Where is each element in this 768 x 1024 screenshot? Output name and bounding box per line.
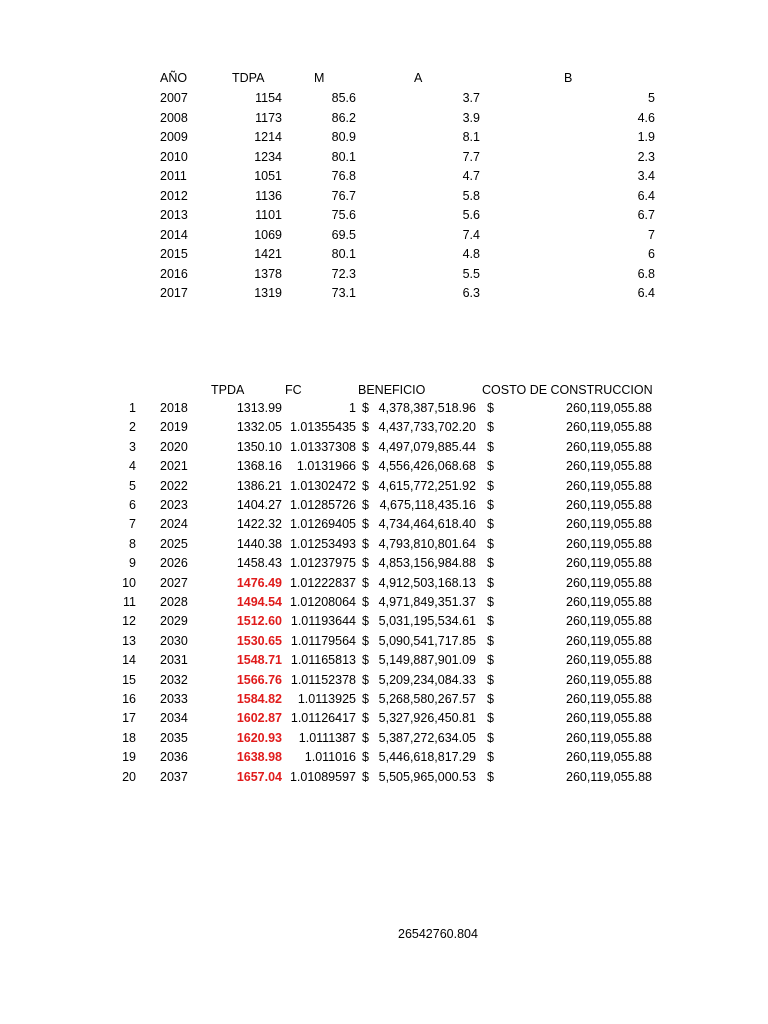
cell-year: 2013 [160, 208, 188, 222]
cell-index: 15 [122, 672, 136, 687]
currency-symbol: $ [362, 401, 369, 415]
cell-fc: 1.01126417 [290, 711, 356, 726]
table-row [0, 89, 768, 109]
cell-year: 2011 [160, 169, 187, 183]
currency-symbol: $ [487, 401, 494, 415]
currency-symbol: $ [487, 614, 494, 629]
currency-symbol: $ [362, 517, 369, 532]
cell-m: 85.6 [331, 91, 356, 105]
cell-year: 2037 [160, 769, 188, 784]
cell-year: 2036 [160, 750, 188, 765]
table-row [0, 612, 768, 632]
currency-symbol: $ [362, 672, 369, 687]
cell-year: 2009 [160, 130, 188, 144]
cell-year: 2016 [160, 266, 188, 281]
cell-year: 2035 [160, 730, 188, 745]
cell-m: 86.2 [331, 110, 356, 125]
cell-tpda: 1620.93 [236, 730, 282, 745]
cell-costo: 260,119,055.88 [566, 614, 652, 629]
table-row [0, 128, 768, 148]
cell-b: 1.9 [637, 130, 655, 144]
cell-tpda: 1404.27 [236, 498, 282, 512]
cell-b: 6 [648, 247, 655, 261]
cell-b: 3.4 [637, 169, 655, 183]
cell-beneficio: 4,556,426,068.68 [378, 459, 476, 474]
cell-beneficio: 5,446,618,817.29 [378, 750, 476, 765]
table-row [0, 593, 768, 613]
cell-m: 80.1 [331, 247, 356, 261]
cell-costo: 260,119,055.88 [566, 459, 652, 474]
table-row [0, 167, 768, 187]
cell-beneficio: 5,149,887,901.09 [378, 653, 476, 668]
cell-a: 5.8 [462, 188, 480, 203]
header-ano: AÑO [160, 71, 188, 85]
cell-beneficio: 4,497,079,885.44 [378, 439, 476, 454]
cell-b: 6.8 [637, 266, 655, 281]
cell-tpda: 1440.38 [236, 536, 282, 551]
table-row [0, 671, 768, 691]
cell-beneficio: 5,031,195,534.61 [378, 614, 476, 629]
cell-index: 17 [122, 711, 136, 726]
cell-beneficio: 5,209,234,084.33 [378, 672, 476, 687]
currency-symbol: $ [487, 498, 494, 512]
cell-year: 2018 [160, 401, 188, 415]
table-row [0, 399, 768, 419]
cell-costo: 260,119,055.88 [566, 478, 652, 493]
cell-year: 2023 [160, 498, 188, 512]
header-b: B [564, 71, 573, 85]
table-row [0, 729, 768, 749]
cell-costo: 260,119,055.88 [566, 769, 652, 784]
currency-symbol: $ [487, 730, 494, 745]
cell-index: 5 [129, 478, 136, 493]
cell-index: 12 [122, 614, 136, 629]
cell-tdpa: 1136 [255, 188, 282, 203]
currency-symbol: $ [487, 439, 494, 454]
currency-symbol: $ [487, 692, 494, 706]
cell-tdpa: 1319 [254, 286, 282, 300]
currency-symbol: $ [487, 595, 494, 609]
cell-a: 3.7 [462, 91, 480, 105]
cell-beneficio: 5,327,926,450.81 [378, 711, 476, 726]
cell-fc: 1.01302472 [289, 478, 356, 493]
cell-tdpa: 1421 [254, 247, 282, 261]
cell-tpda: 1476.49 [236, 575, 282, 590]
cell-index: 14 [122, 653, 136, 668]
cell-year: 2029 [160, 614, 188, 629]
table-row [0, 226, 768, 246]
cell-year: 2007 [160, 91, 188, 105]
cell-index: 3 [129, 439, 136, 454]
cell-year: 2030 [160, 633, 188, 648]
table-row [0, 148, 768, 168]
cell-costo: 260,119,055.88 [566, 750, 652, 765]
cell-beneficio: 5,268,580,267.57 [378, 692, 476, 706]
cell-costo: 260,119,055.88 [566, 730, 652, 745]
cell-beneficio: 4,437,733,702.20 [378, 420, 476, 435]
header-tdpa: TDPA [232, 71, 265, 85]
cell-year: 2010 [160, 149, 188, 164]
currency-symbol: $ [487, 478, 494, 493]
cell-b: 7 [648, 227, 655, 242]
currency-symbol: $ [362, 653, 369, 668]
cell-fc: 1.01337308 [289, 439, 356, 454]
cell-costo: 260,119,055.88 [566, 439, 652, 454]
cell-beneficio: 4,615,772,251.92 [378, 478, 476, 493]
table-row [0, 418, 768, 438]
cell-m: 69.5 [331, 227, 356, 242]
cell-a: 7.4 [462, 227, 480, 242]
cell-fc: 1.0111387 [298, 730, 356, 745]
cell-tpda: 1350.10 [236, 439, 282, 454]
cell-m: 80.1 [331, 149, 356, 164]
cell-index: 16 [122, 692, 136, 706]
table-row [0, 554, 768, 574]
cell-year: 2025 [160, 536, 188, 551]
cell-costo: 260,119,055.88 [566, 575, 652, 590]
cell-a: 6.3 [462, 286, 480, 300]
table-row [0, 109, 768, 129]
cell-year: 2020 [160, 439, 188, 454]
cell-index: 13 [122, 633, 136, 648]
cell-fc: 1.01179564 [290, 633, 356, 648]
cell-costo: 260,119,055.88 [566, 498, 652, 512]
currency-symbol: $ [362, 536, 369, 551]
cell-year: 2014 [160, 227, 188, 242]
cell-fc: 1.01152378 [290, 672, 356, 687]
currency-symbol: $ [487, 633, 494, 648]
cell-tpda: 1566.76 [236, 672, 282, 687]
cell-tdpa: 1378 [254, 266, 282, 281]
cell-costo: 260,119,055.88 [566, 672, 652, 687]
cell-m: 73.1 [331, 286, 356, 300]
cell-fc: 1.01165813 [290, 653, 356, 668]
cell-index: 6 [129, 498, 136, 512]
currency-symbol: $ [362, 556, 369, 571]
cell-fc: 1.0113925 [297, 692, 356, 706]
header-beneficio: BENEFICIO [358, 383, 426, 397]
cell-index: 2 [129, 420, 136, 435]
cell-fc: 1.011016 [304, 750, 356, 765]
currency-symbol: $ [487, 575, 494, 590]
cell-index: 10 [122, 575, 136, 590]
cell-index: 9 [129, 556, 136, 571]
cell-a: 7.7 [462, 149, 480, 164]
cell-costo: 260,119,055.88 [566, 401, 652, 415]
cell-costo: 260,119,055.88 [566, 420, 652, 435]
cell-tpda: 1584.82 [236, 692, 282, 706]
header-tpda: TPDA [211, 383, 245, 397]
cell-fc: 1.01208064 [289, 595, 356, 609]
cell-beneficio: 4,378,387,518.96 [378, 401, 476, 415]
table-row [0, 768, 768, 788]
cell-m: 80.9 [331, 130, 356, 144]
cell-year: 2021 [160, 459, 188, 474]
header-a: A [414, 71, 423, 85]
table-row [0, 748, 768, 768]
cell-beneficio: 4,734,464,618.40 [378, 517, 476, 532]
cell-tdpa: 1101 [255, 208, 282, 222]
cell-a: 5.6 [462, 208, 480, 222]
cell-tpda: 1494.54 [236, 595, 282, 609]
cell-year: 2015 [160, 247, 188, 261]
currency-symbol: $ [362, 633, 369, 648]
cell-fc: 1.01237975 [289, 556, 356, 571]
cell-index: 20 [122, 769, 136, 784]
cell-beneficio: 4,912,503,168.13 [378, 575, 476, 590]
cell-year: 2017 [160, 286, 188, 300]
cell-beneficio: 5,090,541,717.85 [378, 633, 476, 648]
cell-index: 11 [123, 595, 136, 609]
cell-a: 3.9 [462, 110, 480, 125]
cell-year: 2028 [160, 595, 188, 609]
cell-beneficio: 4,675,118,435.16 [379, 498, 476, 512]
cell-fc: 1.01253493 [289, 536, 356, 551]
currency-symbol: $ [362, 711, 369, 726]
currency-symbol: $ [487, 711, 494, 726]
cell-tpda: 1512.60 [236, 614, 282, 629]
currency-symbol: $ [487, 653, 494, 668]
cell-year: 2031 [160, 653, 188, 668]
cell-tdpa: 1069 [254, 227, 282, 242]
currency-symbol: $ [362, 750, 369, 765]
cell-a: 4.7 [462, 169, 480, 183]
cell-fc: 1 [349, 401, 356, 415]
cell-tpda: 1657.04 [236, 769, 282, 784]
cell-index: 18 [122, 730, 136, 745]
cell-year: 2033 [160, 692, 188, 706]
table-row [0, 206, 768, 226]
cell-fc: 1.01269405 [289, 517, 356, 532]
cell-tpda: 1602.87 [236, 711, 282, 726]
table-row [0, 284, 768, 304]
cell-tdpa: 1154 [255, 91, 282, 105]
cell-costo: 260,119,055.88 [566, 692, 652, 706]
header-costo: COSTO DE CONSTRUCCION [482, 383, 653, 397]
cell-fc: 1.01193644 [290, 614, 356, 629]
cell-b: 5 [648, 91, 655, 105]
cell-index: 8 [129, 536, 136, 551]
cell-tdpa: 1214 [254, 130, 282, 144]
cell-m: 75.6 [331, 208, 356, 222]
cell-costo: 260,119,055.88 [566, 595, 652, 609]
currency-symbol: $ [362, 575, 369, 590]
cell-costo: 260,119,055.88 [566, 536, 652, 551]
cell-beneficio: 5,387,272,634.05 [378, 730, 476, 745]
currency-symbol: $ [362, 614, 369, 629]
table-row [0, 265, 768, 285]
table-row [0, 187, 768, 207]
cell-beneficio: 5,505,965,000.53 [378, 769, 476, 784]
cell-tpda: 1458.43 [236, 556, 282, 571]
cell-m: 76.7 [331, 188, 356, 203]
cell-tpda: 1313.99 [236, 401, 282, 415]
table-row [0, 477, 768, 497]
cell-b: 4.6 [637, 110, 655, 125]
currency-symbol: $ [362, 692, 369, 706]
table-row [0, 651, 768, 671]
cell-fc: 1.01089597 [289, 769, 356, 784]
cell-a: 8.1 [462, 130, 480, 144]
table-row [0, 245, 768, 265]
cell-costo: 260,119,055.88 [566, 633, 652, 648]
cell-beneficio: 4,793,810,801.64 [378, 536, 476, 551]
currency-symbol: $ [487, 750, 494, 765]
cell-fc: 1.01285726 [289, 498, 356, 512]
cell-tpda: 1368.16 [236, 459, 282, 474]
cell-m: 72.3 [331, 266, 356, 281]
cell-tpda: 1638.98 [236, 750, 282, 765]
table-row [0, 690, 768, 710]
cell-costo: 260,119,055.88 [566, 517, 652, 532]
header-m: M [314, 71, 325, 85]
table-row [0, 515, 768, 535]
cell-b: 6.4 [637, 188, 655, 203]
cell-costo: 260,119,055.88 [566, 711, 652, 726]
cell-m: 76.8 [331, 169, 356, 183]
cell-b: 6.4 [637, 286, 655, 300]
cell-a: 4.8 [462, 247, 480, 261]
currency-symbol: $ [362, 459, 369, 474]
currency-symbol: $ [487, 769, 494, 784]
currency-symbol: $ [362, 420, 369, 435]
cell-year: 2012 [160, 188, 188, 203]
cell-index: 7 [129, 517, 136, 532]
cell-tdpa: 1173 [255, 110, 282, 125]
currency-symbol: $ [487, 517, 494, 532]
cell-year: 2024 [160, 517, 188, 532]
table-row [0, 535, 768, 555]
cell-tpda: 1548.71 [236, 653, 282, 668]
cell-beneficio: 4,853,156,984.88 [378, 556, 476, 571]
currency-symbol: $ [362, 498, 369, 512]
cell-fc: 1.01222837 [289, 575, 356, 590]
cell-costo: 260,119,055.88 [566, 556, 652, 571]
currency-symbol: $ [487, 556, 494, 571]
footer-total-value: 26542760.804 [398, 927, 478, 941]
table-row [0, 496, 768, 516]
cell-fc: 1.01355435 [289, 420, 356, 435]
cell-tpda: 1386.21 [236, 478, 282, 493]
table-row [0, 574, 768, 594]
cell-year: 2032 [160, 672, 188, 687]
currency-symbol: $ [362, 439, 369, 454]
cell-index: 4 [129, 459, 136, 474]
currency-symbol: $ [362, 769, 369, 784]
table-row [0, 632, 768, 652]
currency-symbol: $ [362, 730, 369, 745]
cell-a: 5.5 [462, 266, 480, 281]
currency-symbol: $ [487, 420, 494, 435]
cell-year: 2027 [160, 575, 188, 590]
cell-tpda: 1332.05 [236, 420, 282, 435]
currency-symbol: $ [362, 595, 369, 609]
currency-symbol: $ [487, 672, 494, 687]
table-row [0, 709, 768, 729]
currency-symbol: $ [487, 536, 494, 551]
cell-costo: 260,119,055.88 [566, 653, 652, 668]
cell-tpda: 1422.32 [236, 517, 282, 532]
cell-year: 2019 [160, 420, 188, 435]
cell-tpda: 1530.65 [236, 633, 282, 648]
header-fc: FC [285, 383, 302, 397]
table-row [0, 457, 768, 477]
cell-tdpa: 1234 [254, 149, 282, 164]
cell-year: 2008 [160, 110, 188, 125]
cell-tdpa: 1051 [254, 169, 282, 183]
currency-symbol: $ [487, 459, 494, 474]
cell-year: 2022 [160, 478, 188, 493]
cell-beneficio: 4,971,849,351.37 [378, 595, 476, 609]
cell-fc: 1.0131966 [296, 459, 356, 474]
cell-index: 19 [122, 750, 136, 765]
currency-symbol: $ [362, 478, 369, 493]
cell-index: 1 [129, 401, 136, 415]
cell-year: 2026 [160, 556, 188, 571]
cell-b: 2.3 [637, 149, 655, 164]
cell-year: 2034 [160, 711, 188, 726]
table-row [0, 438, 768, 458]
cell-b: 6.7 [637, 208, 655, 222]
